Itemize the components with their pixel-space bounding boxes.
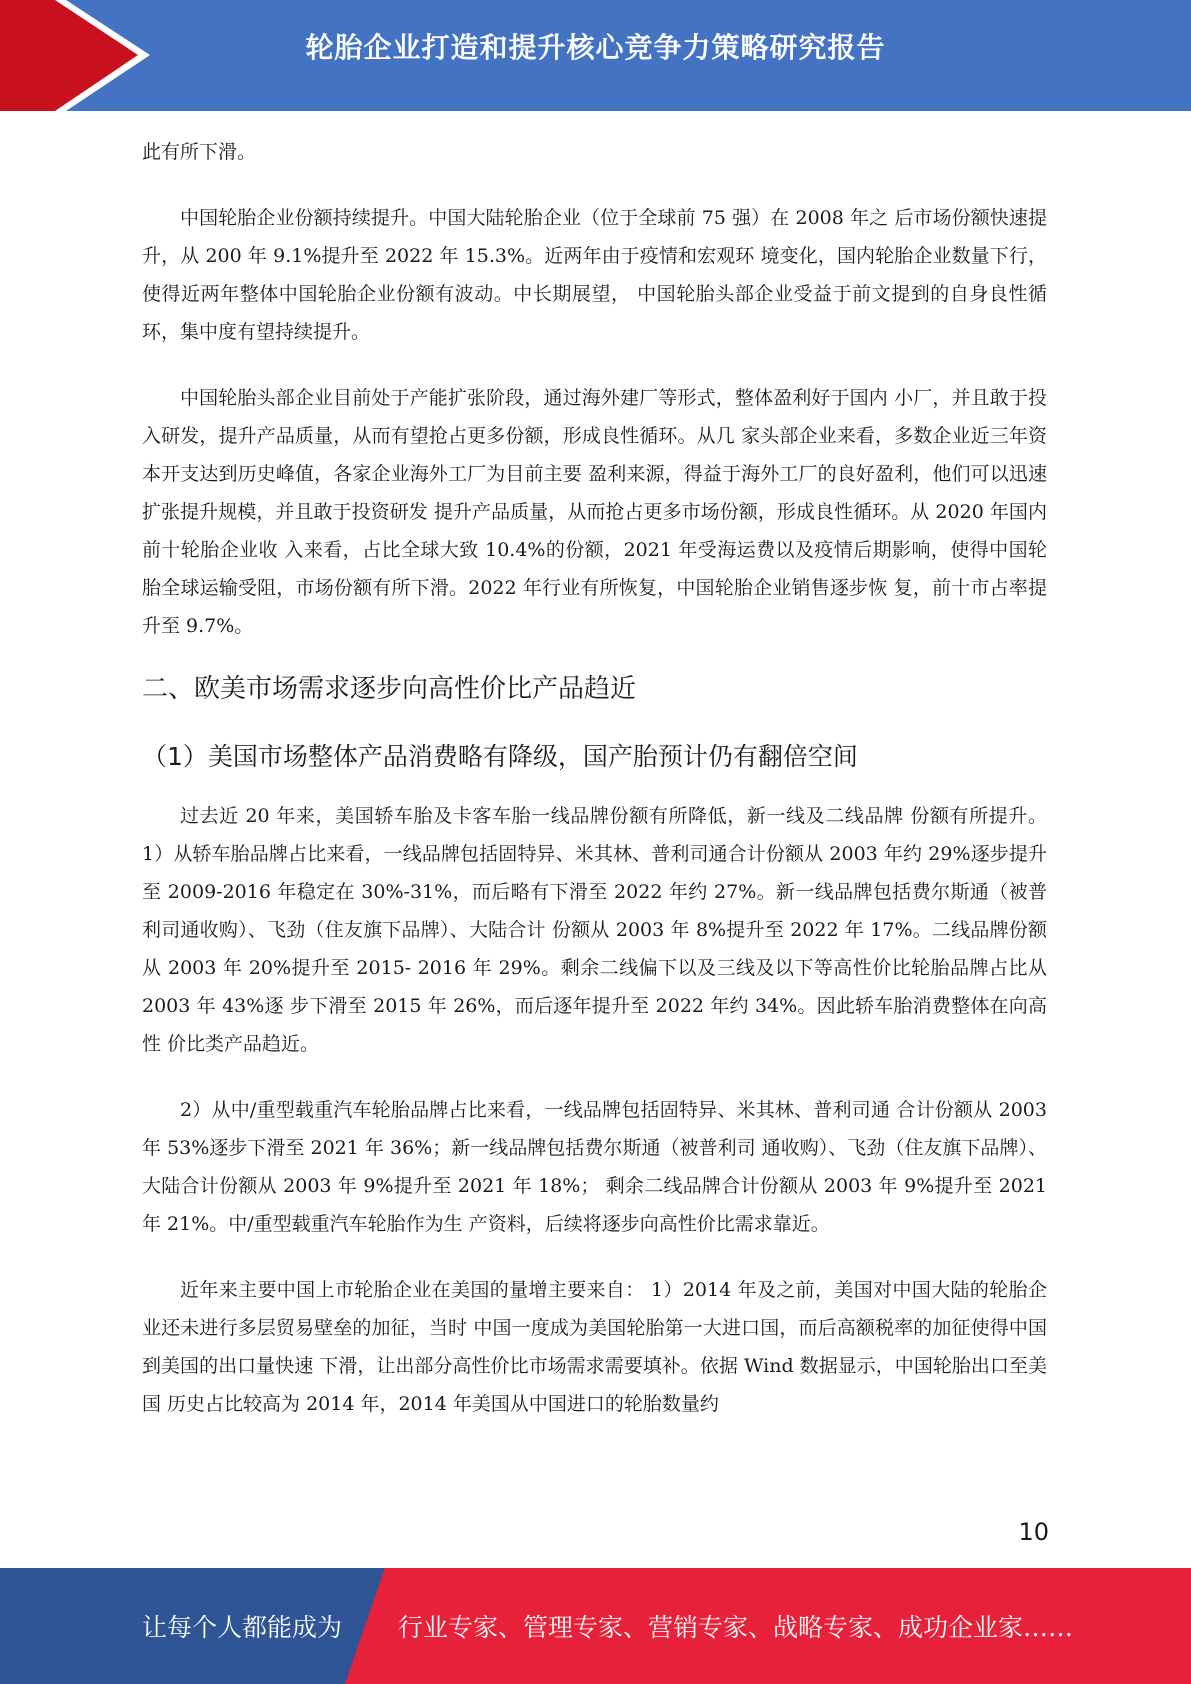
paragraph-share-growth: 中国轮胎企业份额持续提升。中国大陆轮胎企业（位于全球前 75 强）在 2008 年之 后市场份额快速提升，从 200 年 9.1%提升至 2022 年 15.3%。近两年由于疫情和宏观环 境变化，国内轮胎企业数量下行，使得近两年整体中国轮胎企业份额有波动。中长期展望， 中国轮胎头部企业受益于前文提到的自身良性循环，集中度有望持续提升。 [142,207,1047,343]
page-number: 10 [1018,1518,1049,1546]
paragraph-capacity-expansion: 中国轮胎头部企业目前处于产能扩张阶段，通过海外建厂等形式，整体盈利好于国内 小厂，并且敢于投入研发，提升产品质量，从而有望抢占更多份额，形成良性循环。从几 家头部企业来看，多数企业近三年资本开支达到历史峰值，各家企业海外工厂为目前主要 盈利来源，得益于海外工厂的良好盈利，他们可以迅速扩张提升规模，并且敢于投资研发 提升产品质量，从而抢占更多市场份额，形成良性循环。从 2020 年国内前十轮胎企业收 入来看，占比全球大致 10.4%的份额，2021 年受海运费以及疫情后期影响，使得中国轮 胎全球运输受阻，市场份额有所下滑。2022 年行业有所恢复，中国轮胎企业销售逐步恢 复，前十市占率提升至 9.7%。 [142,387,1047,637]
paragraph-truck-tire-share: 2）从中/重型载重汽车轮胎品牌占比来看，一线品牌包括固特异、米其林、普利司通 合计份额从 2003 年 53%逐步下滑至 2021 年 36%；新一线品牌包括费尔斯通（被普利司 通收购）、飞劲（住友旗下品牌）、大陆合计份额从 2003 年 9%提升至 2021 年 18%； 剩余二线品牌合计份额从 2003 年 9%提升至 2021 年 21%。中/重型载重汽车轮胎作为生 产资料，后续将逐步向高性价比需求靠近。 [142,1099,1047,1235]
page-footer [0,1568,1191,1684]
footer-slogan-right: 行业专家、管理专家、营销专家、战略专家、成功企业家…… [398,1613,1074,1642]
footer-slogan-left: 让每个人都能成为 [142,1613,343,1642]
document-body [142,133,1047,1423]
paragraph-us-import-growth: 近年来主要中国上市轮胎企业在美国的量增主要来自： 1）2014 年及之前，美国对中国大陆的轮胎企业还未进行多层贸易壁垒的加征，当时 中国一度成为美国轮胎第一大进口国，而后高额税率的加征使得中国到美国的出口量快速 下滑，让出部分高性价比市场需求需要填补。依据 Wind 数据显示，中国轮胎出口至美国 历史占比较高为 2014 年，2014 年美国从中国进口的轮胎数量约 [142,1279,1047,1415]
document-title: 轮胎企业打造和提升核心竞争力策略研究报告 [305,31,886,64]
paragraph-continued: 此有所下滑。 [142,141,257,163]
subsection-heading: （1）美国市场整体产品消费略有降级，国产胎预计仍有翻倍空间 [142,742,858,771]
page-header [0,0,1191,111]
header-red-chevron [0,0,138,111]
paragraph-us-brand-share: 过去近 20 年来，美国轿车胎及卡客车胎一线品牌份额有所降低，新一线及二线品牌 份额有所提升。 1）从轿车胎品牌占比来看，一线品牌包括固特异、米其林、普利司通合计份额从 2003 年约 29%逐步提升至 2009-2016 年稳定在 30%-31%，而后略有下滑至 2022 年约 27%。新一线品牌包括费尔斯通（被普利司通收购）、飞劲（住友旗下品牌）、大陆合计 份额从 2003 年 8%提升至 2022 年 17%。二线品牌份额从 2003 年 20%提升至 2015- 2016 年 29%。剩余二线偏下以及三线及以下等高性价比轮胎品牌占比从 2003 年 43%逐 步下滑至 2015 年 26%，而后逐年提升至 2022 年约 34%。因此轿车胎消费整体在向高性 价比类产品趋近。 [142,805,1047,1055]
section-heading: 二、欧美市场需求逐步向高性价比产品趋近 [142,674,637,704]
